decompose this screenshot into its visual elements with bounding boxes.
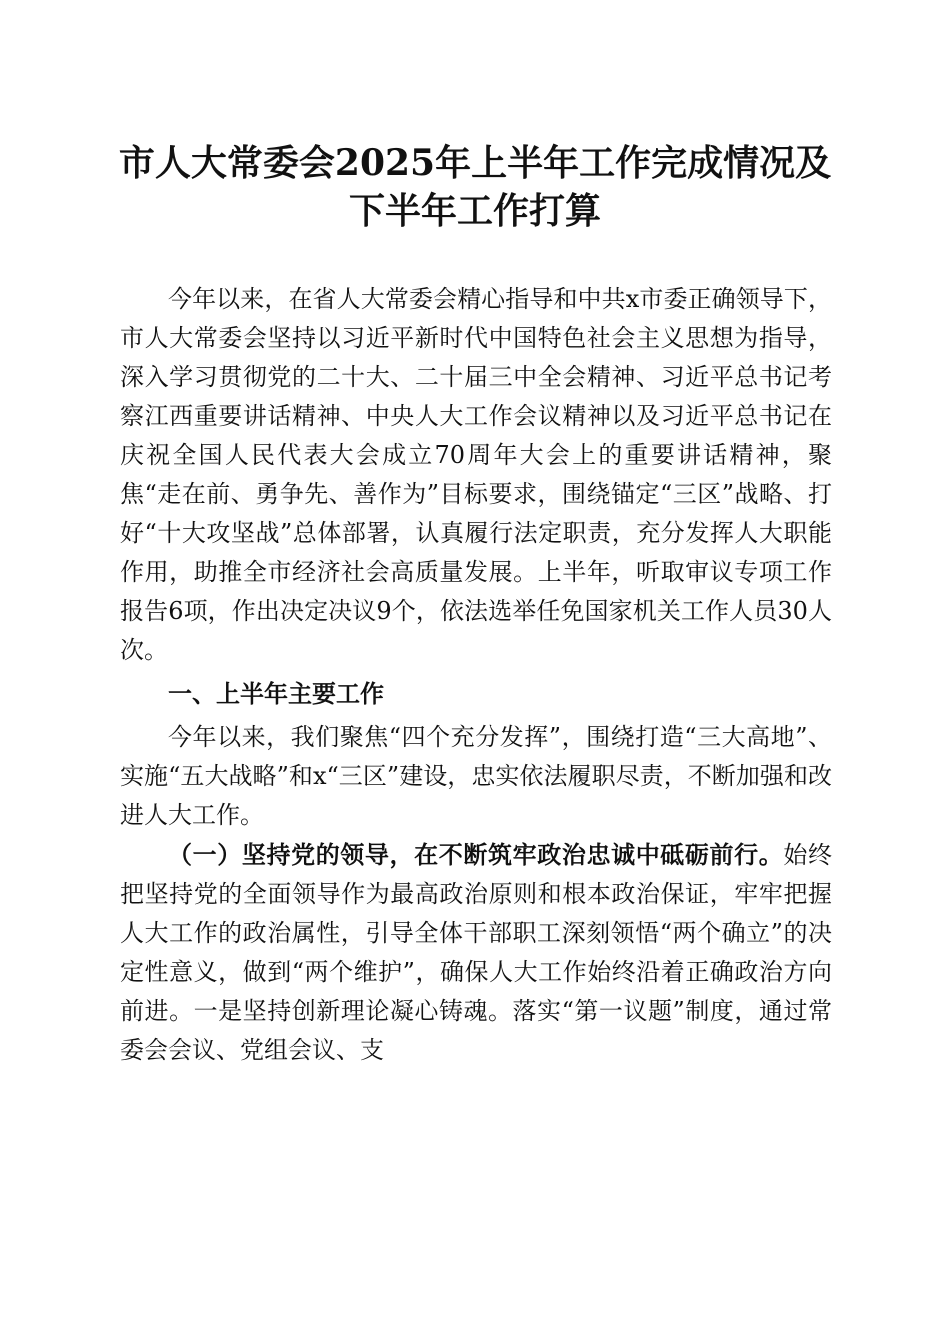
subsection-heading: （一）坚持党的领导，在不断筑牢政治忠诚中砥砺前行。 xyxy=(168,840,784,869)
document-title-line-2: 下半年工作打算 xyxy=(348,190,601,232)
section-heading: 一、上半年主要工作 xyxy=(168,680,384,708)
subsection-text: 始终把坚持党的全面领导作为最高政治原则和根本政治保证，牢牢把握人大工作的政治属性，引导全体干部职工深刻领悟“两个确立”的决定性意义，做到“两个维护”，确保人大工作始终沿着正确政治方向前进。一是坚持创新理论凝心铸魂。落实“第一议题”制度，通过常委会会议、党组会议、支 xyxy=(120,841,833,1064)
document-body xyxy=(120,280,832,1070)
document-title-line-1: 市人大常委会2025年上半年工作完成情况及 xyxy=(118,142,832,184)
section-intro-paragraph: 今年以来，我们聚焦“四个充分发挥”，围绕打造“三大高地”、实施“五大战略”和x“三区”建设，忠实依法履职尽责，不断加强和改进人大工作。 xyxy=(120,723,832,829)
intro-paragraph: 今年以来，在省人大常委会精心指导和中共x市委正确领导下，市人大常委会坚持以习近平新时代中国特色社会主义思想为指导，深入学习贯彻党的二十大、二十届三中全会精神、习近平总书记考察江西重要讲话精神、中央人大工作会议精神以及习近平总书记在庆祝全国人民代表大会成立70周年大会上的重要讲话精神，聚焦“走在前、勇争先、善作为”目标要求，围绕锚定“三区”战略、打好“十大攻坚战”总体部署，认真履行法定职责，充分发挥人大职能作用，助推全市经济社会高质量发展。上半年，听取审议专项工作报告6项，作出决定决议9个，依法选举任免国家机关工作人员30人次。 xyxy=(120,285,832,664)
subsection-paragraph xyxy=(120,835,832,1070)
